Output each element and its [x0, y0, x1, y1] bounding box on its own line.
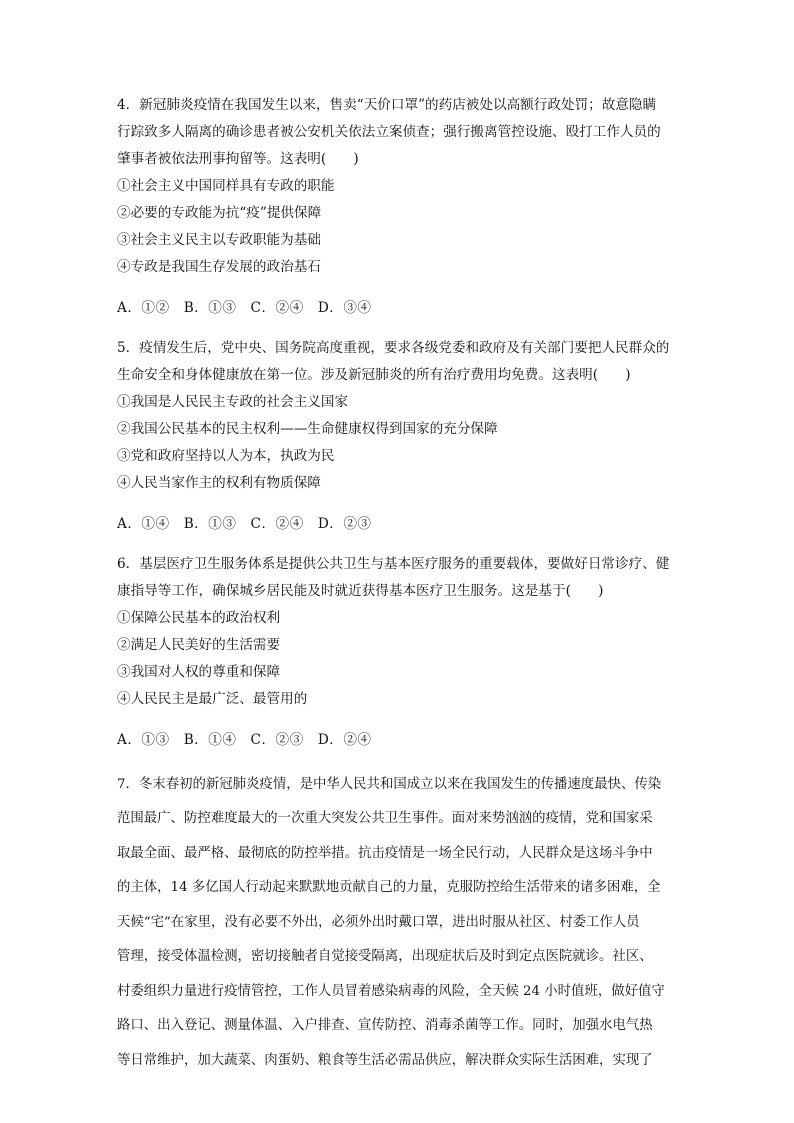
option-3: ③我国对人权的尊重和保障: [117, 664, 281, 681]
stem-line: 康指导等工作，确保城乡居民能及时就近获得基本医疗卫生服务。这是基于( ): [117, 583, 604, 600]
paragraph-line: 村委组织力量进行疫情管控，工作人员冒着感染病毒的风险，全天候 24 小时值班，做好值守: [117, 983, 665, 999]
question-stem: [117, 92, 679, 173]
question-6: [117, 551, 679, 754]
option-1: ①我国是人民民主专政的社会主义国家: [117, 394, 349, 411]
paragraph-line: 管理，接受体温检测，密切接触者自觉接受隔离，出现症状后及时到定点医院就诊。社区、: [117, 949, 653, 965]
option-2: ②必要的专政能为抗“疫”提供保障: [117, 205, 322, 221]
paragraph-line: 7．冬末春初的新冠肺炎疫情，是中华人民共和国成立以来在我国发生的传播速度最快、传染: [117, 776, 662, 792]
paragraph-line: 天候“宅”在家里，没有必要不外出，必须外出时戴口罩，进出时服从社区、村委工作人员: [117, 914, 640, 930]
stem-line: 5．疫情发生后，党中央、国务院高度重视，要求各级党委和政府及有关部门要把人民群众的: [117, 340, 670, 357]
stem-line: 4．新冠肺炎疫情在我国发生以来，售卖“天价口罩”的药店被处以高额行政处罚；故意隐瞒: [117, 97, 657, 113]
option-1: ①社会主义中国同样具有专政的职能: [117, 178, 335, 194]
question-stem: [117, 551, 679, 605]
stem-line: 行踪致多人隔离的确诊患者被公安机关依法立案侦查；强行搬离管控设施、殴打工作人员的: [117, 124, 661, 140]
question-5: [117, 335, 679, 538]
stem-line: 生命安全和身体健康放在第一位。涉及新冠肺炎的所有治疗费用均免费。这表明( ): [117, 367, 631, 384]
paragraph-line: 范围最广、防控难度最大的一次重大突发公共卫生事件。面对来势汹汹的疫情，党和国家采: [117, 811, 653, 827]
paragraph-line: 等日常维护，加大蔬菜、肉蛋奶、粮食等生活必需品供应，解决群众实际生活困难，实现了: [117, 1052, 653, 1068]
option-1: ①保障公民基本的政治权利: [117, 610, 281, 627]
option-3: ③党和政府坚持以人为本，执政为民: [117, 448, 335, 465]
paragraph-line: 的主体，14 多亿国人行动起来默默地贡献自己的力量，克服防控给生活带来的诸多困难，全: [117, 880, 661, 896]
question-7: [117, 768, 679, 1079]
answer-choices: A．①② B．①③ C．②④ D．③④: [117, 299, 372, 316]
paragraph-line: 取最全面、最严格、最彻底的防控举措。抗击疫情是一场全民行动，人民群众是这场斗争中: [117, 845, 653, 861]
option-4: ④人民民主是最广泛、最管用的: [117, 691, 308, 708]
question-stem: [117, 335, 679, 389]
stem-line: 肇事者被依法刑事拘留等。这表明( ): [117, 151, 359, 167]
option-4: ④专政是我国生存发展的政治基石: [117, 259, 321, 275]
answer-choices: A．①④ B．①③ C．②④ D．②③: [117, 515, 372, 532]
stem-line: 6．基层医疗卫生服务体系是提供公共卫生与基本医疗服务的重要载体，要做好日常诊疗、健: [117, 556, 670, 573]
document-page: [117, 92, 679, 1078]
option-4: ④人民当家作主的权利有物质保障: [117, 475, 321, 492]
option-2: ②我国公民基本的民主权利——生命健康权得到国家的充分保障: [117, 421, 498, 438]
answer-choices: A．①③ B．①④ C．②③ D．②④: [117, 731, 372, 748]
paragraph-line: 路口、出入登记、测量体温、入户排查、宣传防控、消毒杀菌等工作。同时，加强水电气热: [117, 1018, 653, 1034]
question-4: [117, 92, 679, 322]
option-3: ③社会主义民主以专政职能为基础: [117, 232, 321, 248]
option-2: ②满足人民美好的生活需要: [117, 637, 281, 654]
